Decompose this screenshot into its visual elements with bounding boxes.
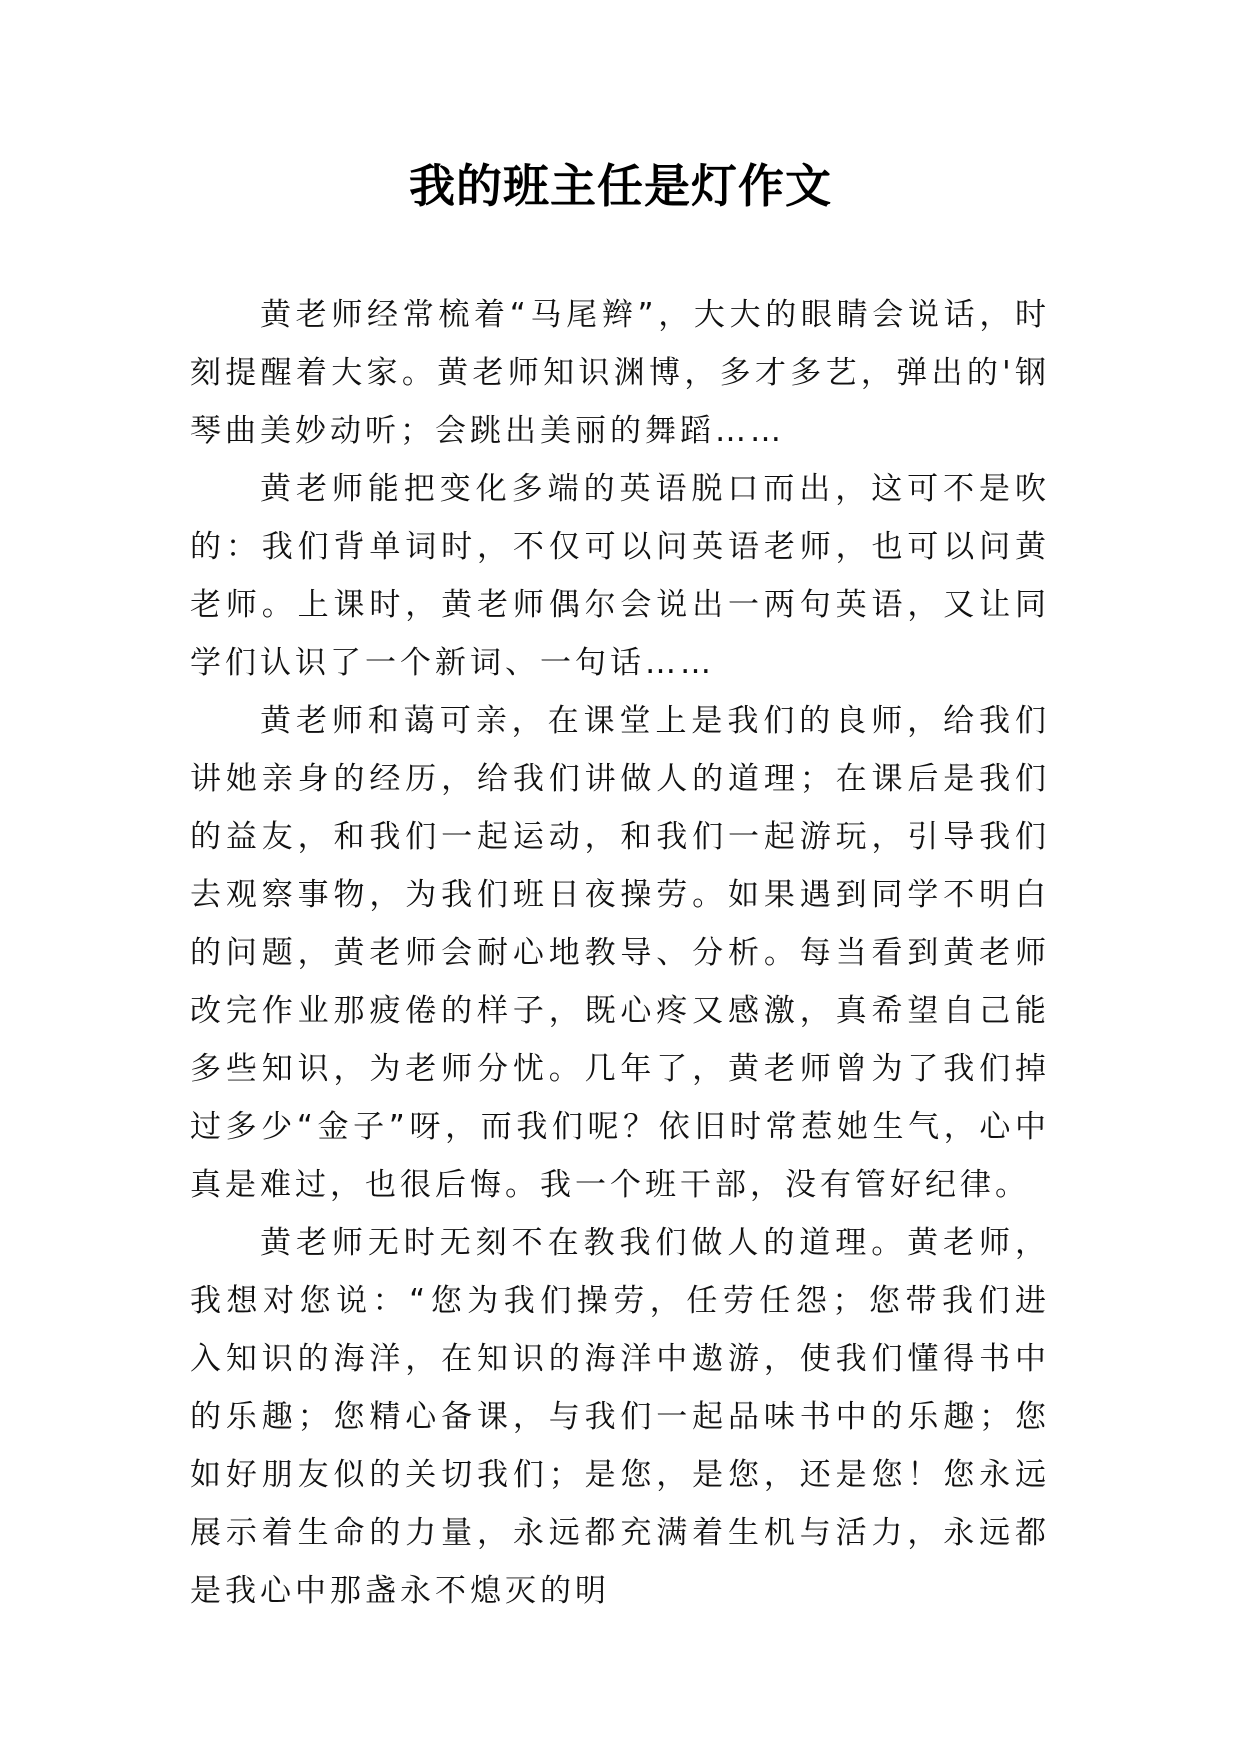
document-body xyxy=(190,286,1050,1620)
paragraph: 黄老师无时无刻不在教我们做人的道理。黄老师，我想对您说：“您为我们操劳，任劳任怨；您带我们进入知识的海洋，在知识的海洋中遨游，使我们懂得书中的乐趣；您精心备课，与我们一起品味书中的乐趣；您如好朋友似的关切我们；是您，是您，还是您！您永远展示着生命的力量，永远都充满着生机与活力，永远都是我心中那盏永不熄灭的明 xyxy=(190,1225,1050,1609)
paragraph: 黄老师经常梳着“马尾辫”，大大的眼睛会说话，时刻提醒着大家。黄老师知识渊博，多才多艺，弹出的'钢琴曲美妙动听；会跳出美丽的舞蹈…… xyxy=(190,297,1050,449)
paragraph: 黄老师和蔼可亲，在课堂上是我们的良师，给我们讲她亲身的经历，给我们讲做人的道理；在课后是我们的益友，和我们一起运动，和我们一起游玩，引导我们去观察事物，为我们班日夜操劳。如果遇到同学不明白的问题，黄老师会耐心地教导、分析。每当看到黄老师改完作业那疲倦的样子，既心疼又感激，真希望自己能多些知识，为老师分忧。几年了，黄老师曾为了我们掉过多少“金子”呀，而我们呢？依旧时常惹她生气，心中真是难过，也很后悔。我一个班干部，没有管好纪律。 xyxy=(190,703,1050,1203)
document-title: 我的班主任是灯作文 xyxy=(409,159,832,213)
paragraph: 黄老师能把变化多端的英语脱口而出，这可不是吹的：我们背单词时，不仅可以问英语老师，也可以问黄老师。上课时，黄老师偶尔会说出一两句英语，又让同学们认识了一个新词、一句话…… xyxy=(190,471,1050,681)
